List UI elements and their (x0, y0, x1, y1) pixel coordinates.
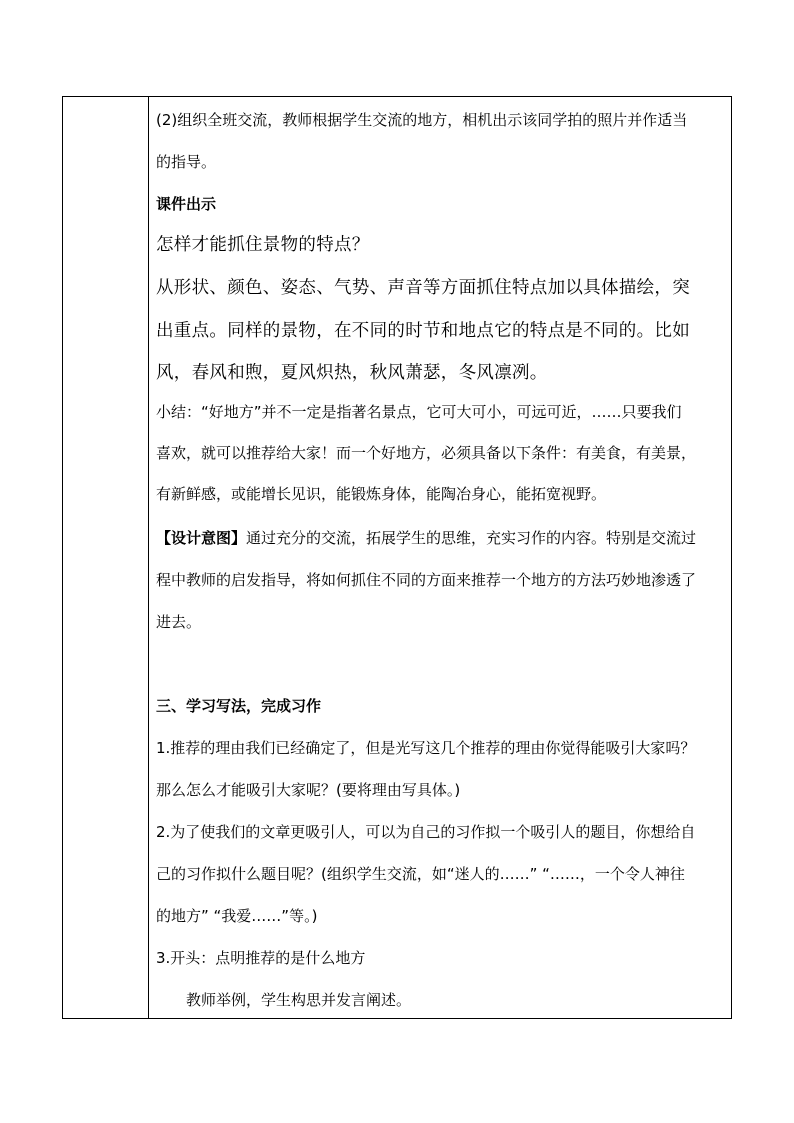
step-line: 那么怎么才能吸引大家呢？(要将理由写具体。) (156, 781, 461, 799)
design-intent-text: 通过充分的交流，拓展学生的思维，充实习作的内容。特别是交流过 (246, 529, 697, 547)
paragraph-line: 的指导。 (156, 153, 217, 171)
design-intent-label: 【设计意图】 (156, 529, 247, 547)
section-label-courseware: 课件出示 (156, 195, 217, 213)
step-line: 教师举例，学生构思并发言阐述。 (186, 991, 412, 1009)
courseware-text-line: 风，春风和煦，夏风炽热，秋风萧瑟，冬风凛冽。 (156, 363, 548, 383)
step-line: 1.推荐的理由我们已经确定了，但是光写这几个推荐的理由你觉得能吸引大家吗？ (156, 739, 696, 757)
lesson-table (62, 96, 732, 1019)
design-intent-line: 程中教师的启发指导，将如何抓住不同的方面来推荐一个地方的方法巧妙地渗透了 (156, 571, 697, 589)
section-heading-3: 三、学习写法，完成习作 (156, 697, 322, 715)
left-empty-cell (63, 97, 148, 1018)
courseware-text-line: 从形状、颜色、姿态、气势、声音等方面抓住特点加以具体描绘，突 (156, 278, 690, 298)
step-line: 己的习作拟什么题目呢？(组织学生交流，如“迷人的……” “……，一个令人神往 (156, 865, 685, 883)
summary-line: 喜欢，就可以推荐给大家！而一个好地方，必须具备以下条件：有美食，有美景， (156, 444, 697, 462)
step-line: 的地方” “我爱……”等。) (156, 907, 318, 925)
step-line: 2.为了使我们的文章更吸引人，可以为自己的习作拟一个吸引人的题目，你想给自 (156, 823, 696, 841)
summary-line: 小结：“好地方”并不一定是指著名景点，它可大可小，可远可近，……只要我们 (156, 403, 682, 421)
design-intent-line: 进去。 (156, 613, 202, 631)
paragraph-line: (2)组织全班交流，教师根据学生交流的地方，相机出示该同学拍的照片并作适当 (156, 111, 688, 129)
step-line: 3.开头：点明推荐的是什么地方 (156, 949, 366, 967)
design-intent-line (156, 527, 696, 548)
summary-line: 有新鲜感，或能增长见识，能锻炼身体，能陶冶身心，能拓宽视野。 (156, 485, 607, 503)
column-divider (148, 97, 149, 1018)
courseware-question: 怎样才能抓住景物的特点？ (156, 235, 370, 255)
courseware-text-line: 出重点。同样的景物，在不同的时节和地点它的特点是不同的。比如 (156, 321, 690, 341)
